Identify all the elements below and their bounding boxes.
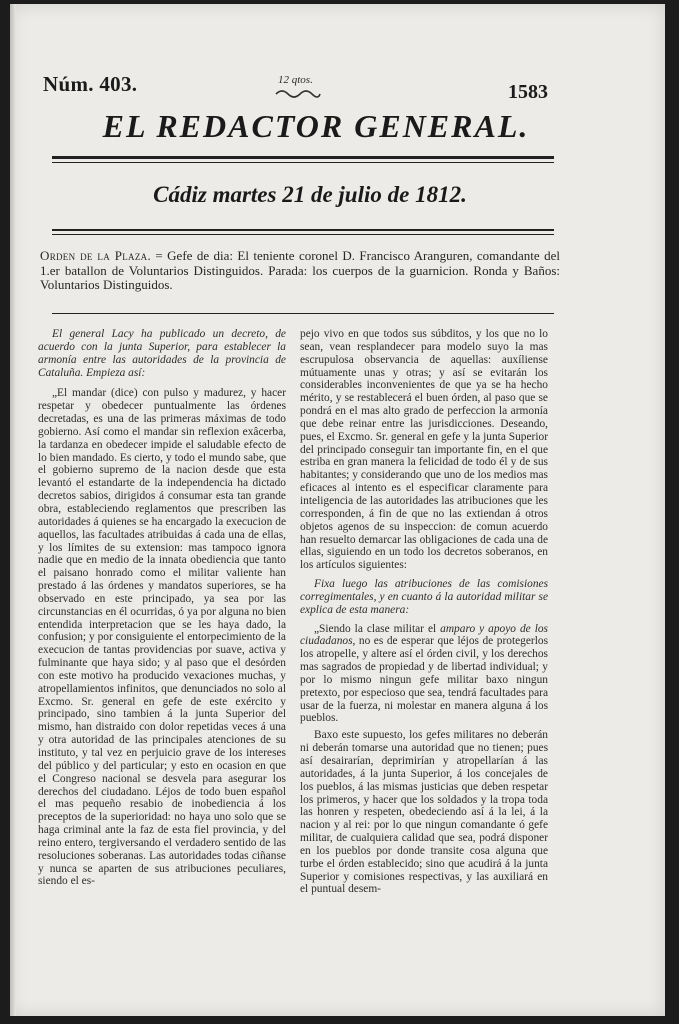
page-number: 1583 bbox=[508, 81, 548, 103]
section-rule bbox=[52, 313, 554, 314]
right-paragraph-1: pejo vivo en que todos sus súbditos, y los que no lo sean, vean resplandecer para modelo suyo la mas escrupulosa observancia de aquellas: auxíliense mútuamente unas y otras; y así se evitarán los considerables inconvenientes de que ya se ha hecho mérito, y se restablecerá el buen órden, al paso que se pondrá en el mas alto grado de perfeccion la armonía que debe reinar entre las jurisdicciones. Deseando, pues, el Excmo. Sr. general en gefe y la junta Superior del principado conseguir tan importante fin, en el que estriba en gran manera la felicidad de todo él y de sus habitantes; y considerando que uno de los medios mas eficaces al intento es el especificar claramente para inteligencia de las autoridades las atribuciones que les corresponden, á fin de que no las extiendan á otros objetos agenos de su inspeccion: de comun acuerdo han resuelto demarcar las obligaciones de cada una de ellas, siguiendo en un todo los decretos soberanos, en los artículos siguientes: bbox=[300, 328, 548, 572]
masthead-rule-thin bbox=[52, 162, 554, 163]
right-column bbox=[300, 328, 548, 896]
left-column bbox=[38, 328, 286, 888]
right-paragraph-2-start: „Siendo la clase militar el bbox=[314, 622, 441, 635]
masthead-rule-thick bbox=[52, 156, 554, 159]
orden-label: Orden de la Plaza. bbox=[40, 248, 151, 263]
right-paragraph-2 bbox=[300, 623, 548, 726]
page-spine-shadow bbox=[10, 4, 16, 1016]
left-body: „El mandar (dice) con pulso y madurez, y hacer respetar y obedecer puntualmente las órdenes decretadas, es una de las primeras máximas de todo gobierno. Así como el mandar sin reflexion exâcerba, la tardanza en obedecer impide el saludable efecto de lo bien mandado. Es cierto, y todo el mundo sabe, que el gobierno supremo de la nacion desde que esta levantó el estandarte de la independencia ha dictado decretos sabios, dirigidos á consumar esta tan grande obra, estableciendo reglamentos que prescriben las autoridades á quienes se ha encargado la execucion de aquellos, las facultades atribuidas á cada una de ellas, y los límites de su extension: mas tampoco ignora nadie que en medio de la innata obediencia que tanto el paisano honrado como el militar valiente han prestado á las órdenes y mandatos superiores, se ha observado en este principado, ya sea por las circunstancias en él ocurridas, ó ya por alguna no bien entendida interpretacion que se les haya dado, la confusion; y por consiguiente el entorpecimiento de la execucion de tantas providencias por suave, activa y fulminante que haya sido; y al paso que el desórden con este motivo ha producido vexaciones muchas, y atropellamientos infinitos, que denunciados no solo al Excmo. Sr. general en gefe de este exército y principado, sino tambien á la junta Superior del mismo, han distraido con dolor repetidas veces á una y otra autoridad de las principales atenciones de su instituto, y tal vez en perjuicio grave de los intereses del público y del particular; y esto en ocasion en que el Congreso nacional se desvela para asegurar los derechos del ciudadano. Léjos de todo buen español el mas pequeño resabio de inobediencia á los preceptos de la superioridad: no haya uno solo que se haga criminal ante la faz de esta fiel provincia, y del reino entero, tergiversando el verdadero sentido de las resoluciones soberanas. Las autoridades todas ciñanse y nunca se aparten de sus atribuciones peculiares, siendo el es- bbox=[38, 387, 286, 888]
issue-price: 12 qtos. bbox=[278, 74, 313, 86]
dateline-rule-thin bbox=[52, 234, 554, 235]
right-paragraph-2-italic: amparo y apoyo de los ciudadanos bbox=[300, 622, 548, 648]
ornament-icon bbox=[274, 88, 322, 100]
right-subhead: Fixa luego las atribuciones de las comisiones corregimentales, y en cuanto á la autoridad militar se explica de esta manera: bbox=[300, 578, 548, 616]
orden-text: = Gefe de dia: El teniente coronel D. Francisco Aranguren, comandante del 1.er batallon de Voluntarios Distinguidos. Parada: los cuerpos de la guarnicion. Ronda y Baños: Voluntarios Distinguidos. bbox=[40, 248, 560, 292]
right-paragraph-2-end: , no es de esperar que léjos de protegerlos los atropelle, y altere así el órden civil, y los derechos mas sagrados de propiedad y de libertad individual; y por lo mismo ningun gefe militar baxo ningun pretexto, por especioso que sea, tendrá facultades para usar de la fuerza, ni molestar en manera alguna á los pueblos. bbox=[300, 635, 548, 725]
dateline: Cádiz martes 21 de julio de 1812. bbox=[153, 182, 467, 207]
orden-de-la-plaza bbox=[40, 249, 560, 293]
dateline-rule-thick bbox=[52, 229, 554, 231]
left-intro: El general Lacy ha publicado un decreto, de acuerdo con la junta Superior, para establecer la armonía entre las autoridades de la provincia de Cataluña. Empieza así: bbox=[38, 328, 286, 379]
newspaper-page bbox=[10, 4, 665, 1016]
masthead-title: EL REDACTOR GENERAL. bbox=[102, 108, 530, 144]
right-paragraph-3: Baxo este supuesto, los gefes militares no deberán ni deberán tomarse una autoridad que no tienen; pues así desairarían, deprimirían y atropellarían á las autoridades, á la junta Superior, á los concejales de los pueblos, á las mismas justicias que deben respetar los primeros, y hacer que los soldados y la tropa toda las honren y respeten, obedeciendo así á la lei, á la nacion y al rei: por lo que ningun comandante ó gefe militar, de cualquiera calidad que sea, podrá disponer en los pueblos por donde transite cosa alguna que turbe el órden establecido; sino que acudirá á la junta Superior y comisiones respectivas, y las auxiliará en el puntual desem- bbox=[300, 729, 548, 896]
issue-number: Núm. 403. bbox=[43, 72, 138, 96]
